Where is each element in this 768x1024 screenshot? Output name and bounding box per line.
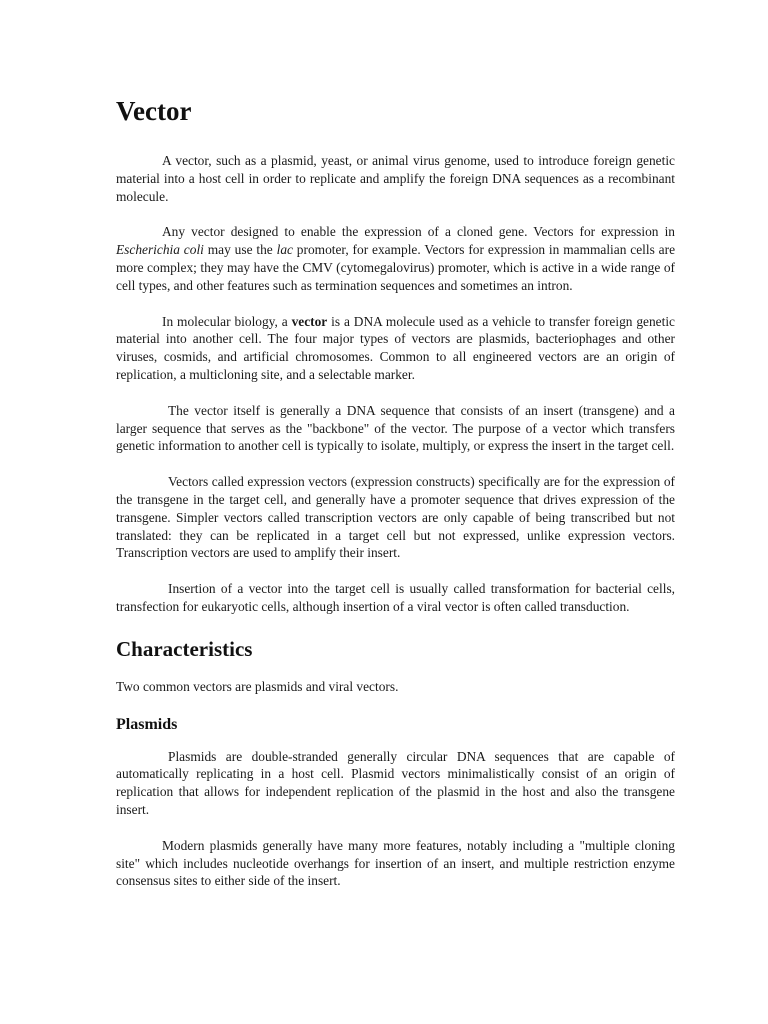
document-page [116, 92, 675, 908]
text-run: Any vector designed to enable the expression of a cloned gene. Vectors for expression in [162, 224, 675, 240]
paragraph-insertion: Insertion of a vector into the target cell is usually called transformation for bacterial cells, transfection for eukaryotic cells, although insertion of a viral vector is often called transduction. [116, 581, 675, 614]
text-run: may use the [203, 242, 277, 258]
paragraph-definition: A vector, such as a plasmid, yeast, or animal virus genome, used to introduce foreign genetic material into a host cell in order to replicate and amplify the foreign DNA sequences as a recombinant molecule. [116, 153, 675, 204]
paragraph-molecular-biology [116, 313, 675, 384]
term-vector: vector [291, 313, 328, 329]
subsection-heading-plasmids: Plasmids [116, 715, 178, 733]
paragraph-expression [116, 223, 675, 294]
paragraph-two-common: Two common vectors are plasmids and viral vectors. [116, 678, 399, 694]
promoter-name: lac [276, 242, 293, 258]
section-heading-characteristics: Characteristics [116, 636, 253, 661]
page-title: Vector [116, 96, 192, 126]
paragraph-expression-vectors: Vectors called expression vectors (expression constructs) specifically are for the expression of the transgene in the target cell, and generally have a promoter sequence that drives expression of the transgene. Simpler vectors called transcription vectors are only capable of being transcribed but not translated: they can be replicated in a target cell but not expressed, unlike expression vectors. Transcription vectors are used to amplify their insert. [116, 474, 675, 561]
paragraph-modern-plasmids: Modern plasmids generally have many more features, notably including a "multiple cloning site" which includes nucleotide overhangs for insertion of an insert, and multiple restriction enzyme consensus sites to either side of the insert. [116, 837, 675, 889]
species-name: Escherichia coli [116, 242, 204, 258]
paragraph-backbone: The vector itself is generally a DNA sequence that consists of an insert (transgene) and a larger sequence that serves as the "backbone" of the vector. The purpose of a vector which transfers genetic information to another cell is typically to isolate, multiply, or express the insert in the target cell. [116, 402, 675, 454]
text-run: In molecular biology, a [162, 313, 292, 329]
paragraph-plasmids: Plasmids are double-stranded generally circular DNA sequences that are capable of automatically replicating in a host cell. Plasmid vectors minimalistically consist of an origin of replication that allows for independent replication of the plasmid in the host and also the transgene insert. [116, 748, 675, 817]
text-run: promoter, for example. Vectors for expression in mammalian cells are more complex; they may have the CMV (cytomegalovirus) promoter, which is active in a wide range of cell types, and other features such as termination sequences and sometimes an intron. [116, 242, 676, 293]
text-run: is a DNA molecule used as a vehicle to transfer foreign genetic material into another cell. The four major types of vectors are plasmids, bacteriophages and other viruses, cosmids, and artificial chromosomes. Common to all engineered vectors are an origin of replication, a multicloning site, and a selectable marker. [116, 313, 675, 382]
